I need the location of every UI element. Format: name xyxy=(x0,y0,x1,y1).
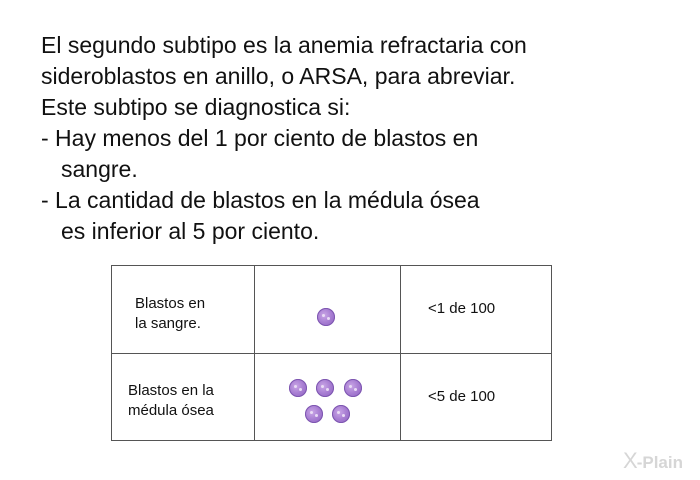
row-label-cell xyxy=(112,266,255,353)
blast-table xyxy=(111,265,552,441)
intro-line: sideroblastos en anillo, o ARSA, para abreviar. xyxy=(41,63,516,89)
blast-cell-icon xyxy=(317,308,335,326)
row-value-cell xyxy=(401,354,552,440)
xplain-logo xyxy=(623,450,683,474)
row-label-cell xyxy=(112,354,255,440)
row-label xyxy=(135,294,205,334)
row-value-cell xyxy=(401,266,552,353)
row-label xyxy=(128,381,214,421)
blast-cell-icon xyxy=(344,379,362,397)
blast-cell-icon xyxy=(289,379,307,397)
intro-text xyxy=(41,30,681,247)
table-row-marrow xyxy=(112,354,551,440)
intro-line: El segundo subtipo es la anemia refractaria con xyxy=(41,32,527,58)
cell-illustration-cell xyxy=(255,354,401,440)
intro-line: Este subtipo se diagnostica si: xyxy=(41,94,351,120)
row-label-line: Blastos en xyxy=(135,295,206,312)
intro-line: sangre. xyxy=(61,156,138,182)
row-label-line: la sangre. xyxy=(135,315,201,332)
blast-cell-icon xyxy=(316,379,334,397)
row-value: <1 de 100 xyxy=(428,300,496,317)
intro-line: - Hay menos del 1 por ciento de blastos en xyxy=(41,125,479,151)
row-label-line: médula ósea xyxy=(128,402,214,419)
table-row-blood xyxy=(112,266,551,354)
logo-mark: X xyxy=(623,448,637,473)
intro-line: - La cantidad de blastos en la médula ósea xyxy=(41,187,480,213)
intro-line: es inferior al 5 por ciento. xyxy=(61,218,320,244)
blast-cell-icon xyxy=(305,405,323,423)
blast-cell-icon xyxy=(332,405,350,423)
row-value: <5 de 100 xyxy=(428,388,496,405)
cell-illustration-cell xyxy=(255,266,401,353)
row-label-line: Blastos en la xyxy=(128,382,214,399)
logo-text: -Plain xyxy=(636,453,683,472)
